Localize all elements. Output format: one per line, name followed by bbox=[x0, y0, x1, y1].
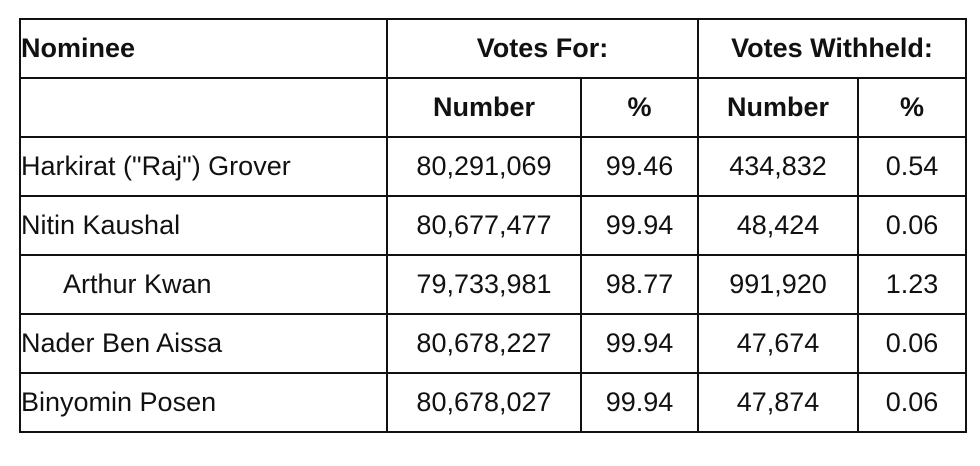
votes-for-percent: 99.94 bbox=[581, 196, 698, 255]
votes-withheld-number: 47,674 bbox=[698, 314, 858, 373]
votes-for-number: 80,678,227 bbox=[387, 314, 581, 373]
header-empty-cell bbox=[20, 78, 387, 137]
votes-withheld-number: 991,920 bbox=[698, 255, 858, 314]
header-votes-withheld: Votes Withheld: bbox=[698, 19, 966, 78]
votes-withheld-percent: 0.06 bbox=[858, 196, 966, 255]
votes-withheld-number: 47,874 bbox=[698, 373, 858, 432]
votes-withheld-percent: 0.06 bbox=[858, 314, 966, 373]
header-nominee: Nominee bbox=[20, 19, 387, 78]
table-row bbox=[20, 137, 966, 196]
nominee-name: Harkirat ("Raj") Grover bbox=[20, 137, 387, 196]
votes-for-percent: 99.94 bbox=[581, 314, 698, 373]
votes-withheld-percent: 1.23 bbox=[858, 255, 966, 314]
votes-for-number: 80,678,027 bbox=[387, 373, 581, 432]
table-row bbox=[20, 255, 966, 314]
votes-withheld-number: 434,832 bbox=[698, 137, 858, 196]
nominee-name: Binyomin Posen bbox=[20, 373, 387, 432]
votes-for-percent: 99.46 bbox=[581, 137, 698, 196]
header-withheld-number: Number bbox=[698, 78, 858, 137]
nominee-name: Nader Ben Aissa bbox=[20, 314, 387, 373]
votes-withheld-percent: 0.54 bbox=[858, 137, 966, 196]
header-row-groups bbox=[20, 19, 966, 78]
table-row bbox=[20, 314, 966, 373]
votes-for-number: 80,291,069 bbox=[387, 137, 581, 196]
votes-for-number: 80,677,477 bbox=[387, 196, 581, 255]
header-withheld-percent: % bbox=[858, 78, 966, 137]
votes-for-number: 79,733,981 bbox=[387, 255, 581, 314]
votes-for-percent: 98.77 bbox=[581, 255, 698, 314]
table-row bbox=[20, 196, 966, 255]
nominee-name: Arthur Kwan bbox=[20, 255, 387, 314]
table-row bbox=[20, 373, 966, 432]
nominee-name: Nitin Kaushal bbox=[20, 196, 387, 255]
header-row-subcolumns bbox=[20, 78, 966, 137]
votes-table bbox=[19, 18, 967, 433]
header-for-percent: % bbox=[581, 78, 698, 137]
header-votes-for: Votes For: bbox=[387, 19, 698, 78]
header-for-number: Number bbox=[387, 78, 581, 137]
votes-withheld-percent: 0.06 bbox=[858, 373, 966, 432]
votes-for-percent: 99.94 bbox=[581, 373, 698, 432]
votes-withheld-number: 48,424 bbox=[698, 196, 858, 255]
